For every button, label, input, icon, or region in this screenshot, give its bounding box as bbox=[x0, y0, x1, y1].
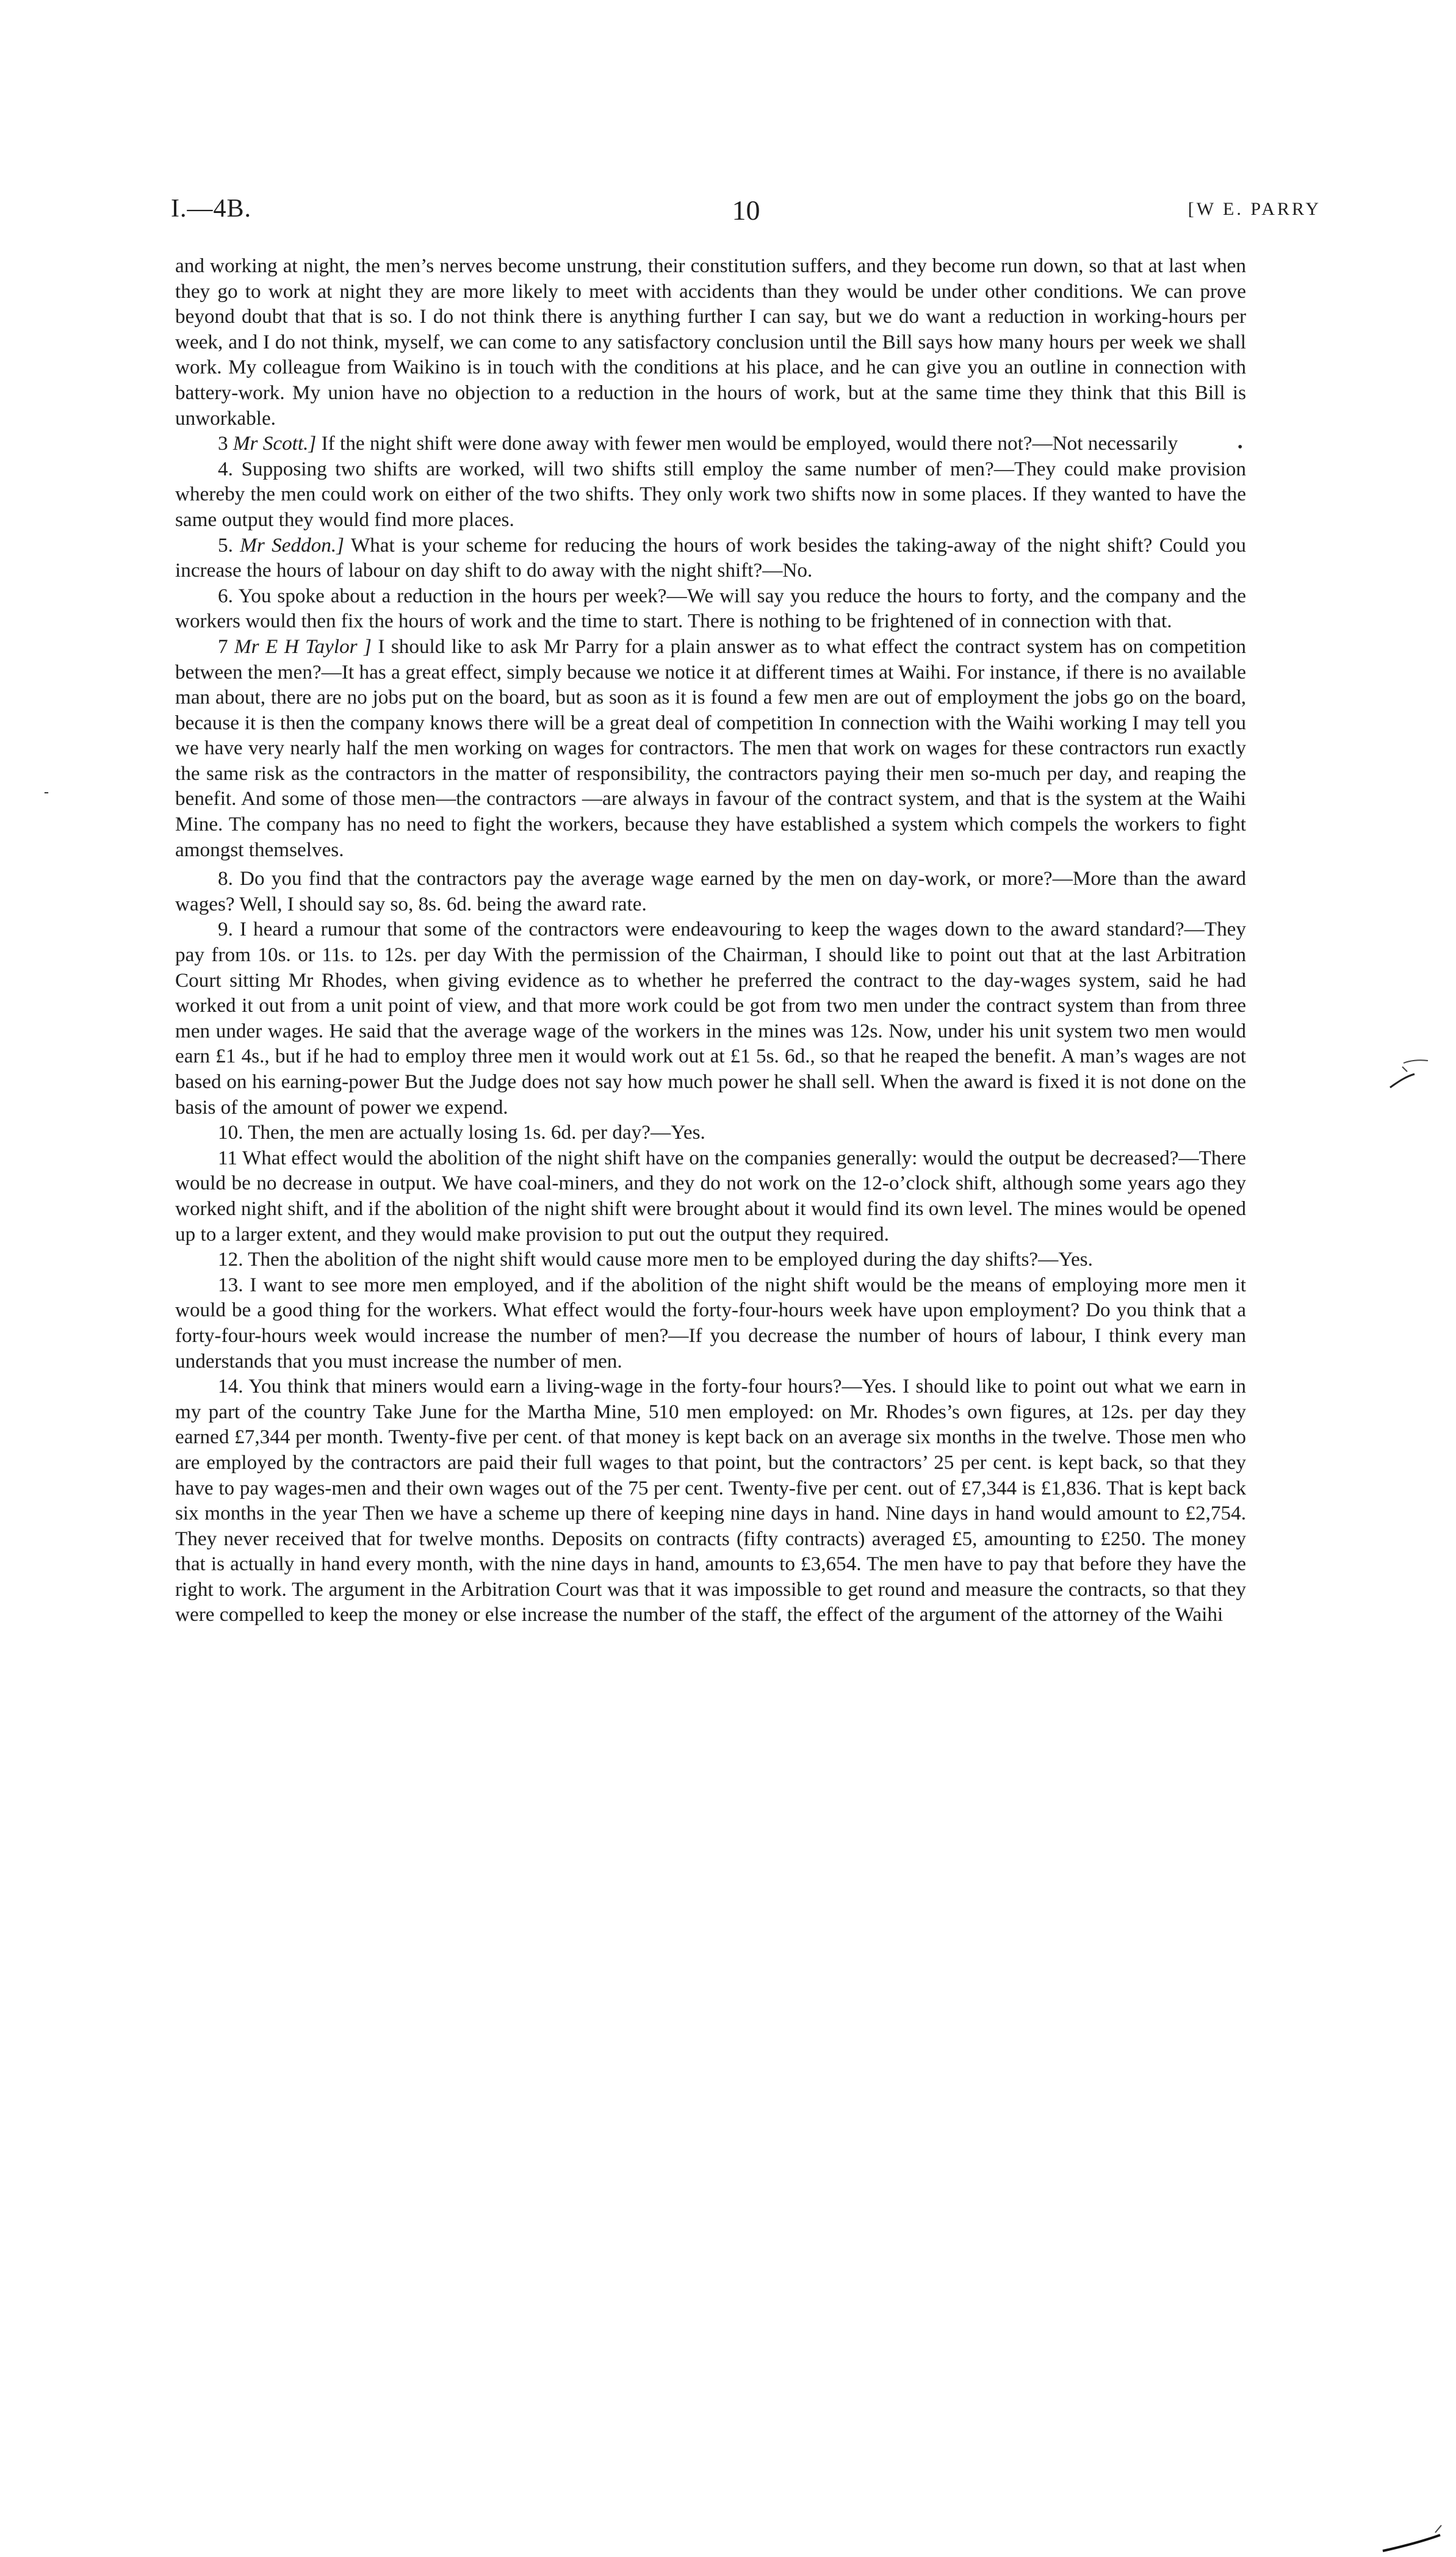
question-12: 12. Then the abolition of the night shift would cause more men to be employed during the day shifts?—Yes. bbox=[218, 1248, 1093, 1271]
margin-scribble bbox=[1385, 1050, 1440, 1092]
speaker-label: Mr Seddon.] bbox=[240, 533, 345, 557]
question-4: 4. Supposing two shifts are worked, will two shifts still employ the same number of men?—They could make provision whereby the men could work on either of the two shifts. They only work two shifts now in some places. If they wanted to have the same output they would find more places. bbox=[175, 457, 1246, 531]
question-3: 3 Mr Scott.] If the night shift were done away with fewer men would be employed, would there not?—Not necessarily bbox=[218, 432, 1178, 455]
page-number: 10 bbox=[732, 195, 760, 226]
margin-scribble bbox=[1380, 2520, 1447, 2557]
witness-name: [W E. PARRY bbox=[1188, 199, 1321, 219]
document-reference: I.—4B. bbox=[171, 195, 251, 223]
running-header bbox=[171, 194, 1321, 231]
question-5: 5. Mr Seddon.] What is your scheme for reducing the hours of work besides the taking-away of the night shift? Could you increase the hours of labour on day shift to do away with the night shift?—No. bbox=[175, 533, 1246, 582]
paragraph-continuation: and working at night, the men’s nerves become unstrung, their constitution suffers, and they become run down, so that at last when they go to work at night they are more likely to meet with accidents than they would be under other conditions. We can prove beyond doubt that that is so. I do not think there is anything further I can say, but we do want a reduction in working-hours per week, and I do not think, myself, we can come to any satisfactory conclusion until the Bill says how many hours per week we shall work. My colleague from Waikino is in touch with the conditions at his place, and he can give you an outline in connection with battery-work. My union have no objection to a reduction in the hours of work, but at the same time they think that this Bill is unworkable. bbox=[175, 254, 1246, 430]
question-9: 9. I heard a rumour that some of the contractors were endeavouring to keep the wages down to the award standard?—They pay from 10s. or 11s. to 12s. per day With the permission of the Chairman, I should like to point out that at the last Arbitration Court sitting Mr Rhodes, when giving evidence as to whether he preferred the contract to the day-wages system, said he had worked it out from a unit point of view, and that more work could be got from two men under the contract system than from three men under wages. He said that the average wage of the workers in the mines was 12s. Now, under his unit system two men would earn £1 4s., but if he had to employ three men it would work out at £1 5s. 6d., so that he reaped the benefit. A man’s wages are not based on his earning-power But the Judge does not say how much power he shall sell. When the award is fixed it is not done on the basis of the amount of power we expend. bbox=[175, 918, 1246, 1119]
question-8: 8. Do you find that the contractors pay the average wage earned by the men on day-work, or more?—More than the award wages? Well, I should say so, 8s. 6d. being the award rate. bbox=[175, 867, 1246, 915]
speaker-label: Mr E H Taylor ] bbox=[234, 635, 372, 658]
question-11: 11 What effect would the abolition of the night shift have on the companies generally: would the output be decreased?—There would be no decrease in output. We have coal-miners, and they do not work on the 12-o’clock shift, although some years ago they worked night shift, and if the abolition of the night shift were brought about it would find its own level. The mines would be opened up to a larger extent, and they would make provision to put out the output they required. bbox=[175, 1146, 1246, 1246]
speaker-label: Mr Scott.] bbox=[232, 432, 317, 455]
question-10: 10. Then, the men are actually losing 1s. 6d. per day?—Yes. bbox=[218, 1121, 705, 1144]
question-7: 7 Mr E H Taylor ] I should like to ask Mr Parry for a plain answer as to what effect the contract system has on competition between the men?—It has a great effect, simply because we notice it at different times at Waihi. For instance, if there is no available man about, there are no jobs put on the board, but as soon as it is found a few men are out of employment the jobs go on the board, because it is then the company knows there will be a great deal of competition In connection with the Waihi working I may tell you we have very nearly half the men working on wages for contractors. The men that work on wages for these contractors run exactly the same risk as the contractors in the matter of responsibility, the contractors paying their men so-much per day, and reaping the benefit. And some of those men—the contractors —are always in favour of the contract system, and that is the system at the Waihi Mine. The company has no need to fight the workers, because they have established a system which compels the workers to fight amongst themselves. bbox=[175, 635, 1246, 861]
question-6: 6. You spoke about a reduction in the hours per week?—We will say you reduce the hours to forty, and the company and the workers would then fix the hours of work and the time to start. There is nothing to be frightened of in connection with that. bbox=[175, 584, 1246, 633]
body-text bbox=[175, 253, 1246, 1628]
stray-mark: • bbox=[1238, 439, 1243, 455]
margin-mark: - bbox=[44, 784, 49, 800]
question-13: 13. I want to see more men employed, and if the abolition of the night shift would be the means of employing more men it would be a good thing for the workers. What effect would the forty-four-hours week have upon employment? Do you think that a forty-four-hours week would increase the number of men?—If you decrease the number of hours of labour, I think every man understands that you must increase the number of men. bbox=[175, 1273, 1246, 1372]
question-14: 14. You think that miners would earn a living-wage in the forty-four hours?—Yes. I should like to point out what we earn in my part of the country Take June for the Martha Mine, 510 men employed: on Mr. Rhodes’s own figures, at 12s. per day they earned £7,344 per month. Twenty-five per cent. of that money is kept back on an average six months in the twelve. Those men who are employed by the contractors are paid their full wages to that point, but the contractors’ 25 per cent. is kept back, so that they have to pay wages-men and their own wages out of the 75 per cent. Twenty-five per cent. out of £7,344 is £1,836. That is kept back six months in the year Then we have a scheme up there of keeping nine days in hand. Nine days in hand would amount to £2,754. They never received that for twelve months. Deposits on contracts (fifty contracts) averaged £5, amounting to £250. The money that is actually in hand every month, with the nine days in hand, amounts to £3,654. The men have to pay that before they have the right to work. The argument in the Arbitration Court was that it was impossible to get round and measure the contracts, so that they were compelled to keep the money or else increase the number of the staff, the effect of the argument of the attorney of the Waihi bbox=[175, 1375, 1246, 1626]
